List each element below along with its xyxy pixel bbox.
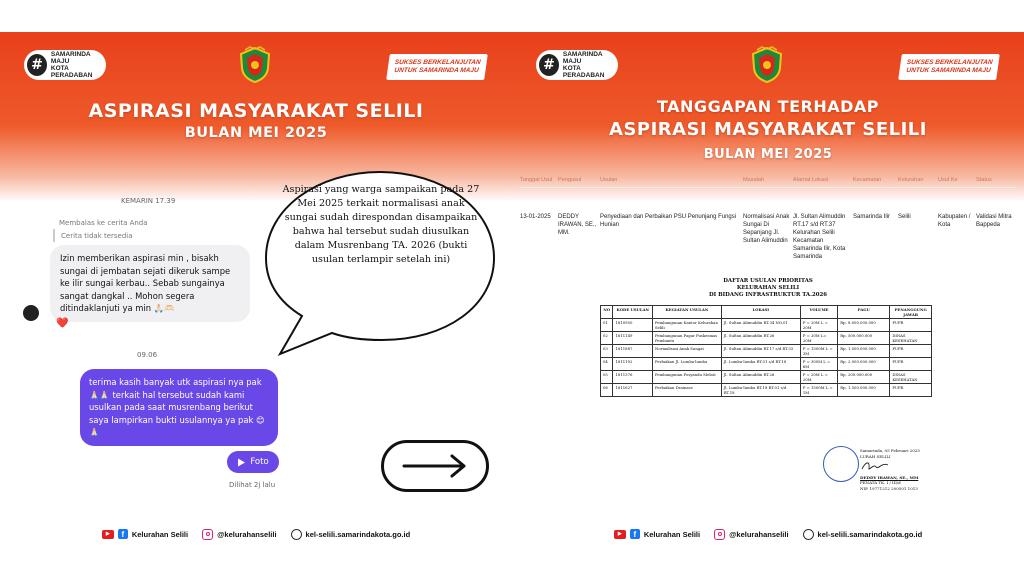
footer-web-label: kel-selili.samarindakota.go.id (817, 529, 923, 539)
arrow-right-icon (400, 454, 470, 478)
th-kecamatan: Kecamatan (853, 177, 882, 183)
play-icon (237, 458, 246, 467)
slogan-line2: UNTUK SAMARINDA MAJU (393, 67, 480, 74)
sign-name: DEDDY IRAWAN, SE., MM (860, 474, 919, 480)
right-title-3: BULAN MEI 2025 (703, 147, 833, 162)
footer-web-label: kel-selili.samarindakota.go.id (305, 529, 411, 539)
slogan-badge (386, 54, 488, 80)
slogan-line1: SUKSES BERKELANJUTAN (906, 59, 994, 66)
table-row: 13-01-2025 DEDDY IRAWAN, SE., MM. Penyediaan dan Perbaikan PSU Penunjang Fungsi Hunian Normalisasi Anak Sungai Di Sepanjang Jl. Sultan Alimuddin Jl. Sultan Alimuddin RT.17 s/d RT.37 Kelurahan Selili Kecamatan Samarinda Ilir, Kota Samarinda Samarinda Ilir Selili Kabupaten / Kota Validasi Mitra Bappeda (520, 214, 1012, 260)
speech-bubble-text: Aspirasi yang warga sampaikan pada 27 Mei 2025 terkait normalisasi anak sungai sudah direspondan disampaikan bahwa hal tersebut sudah diusulkan dalam Musrenbang TA. 2026 (bukti usulan terlampir setelah ini) (282, 184, 480, 265)
slogan-line1: SUKSES BERKELANJUTAN (394, 59, 482, 66)
story-unavailable-label: Cerita tidak tersedia (61, 232, 133, 240)
chat-time-yesterday: KEMARIN 17.39 (121, 197, 176, 205)
right-footer (512, 524, 1024, 544)
outgoing-message-bubble: terima kasih banyak utk aspirasi nya pak 🙏🏻🙏🏻 terkait hal tersebut sudah kami usulkan pada saat musrenbang berikut saya lampirkan bukti usulannya ya pak 😊🙏🏻 (80, 369, 278, 446)
samarinda-maju-badge (24, 50, 106, 80)
table-row: 05 1811376 Pembangunan Posyandu Melati Jl. Sultan Alimuddin RT.26 P = 20M L = 20M Rp. 200.000.000 DINAS KESEHATAN (601, 371, 932, 384)
priority-document (600, 278, 936, 500)
chat-time-today: 09.06 (137, 351, 158, 359)
heart-reaction: ❤️ (56, 318, 69, 329)
table-row: 02 1811149 Pembangunan Pagar Puskesmas Pembantu Jl. Sultan Alimuddin RT.26 P = 20M L= 20M Rp. 500.000.000 DINAS KESEHATAN (601, 332, 932, 345)
globe-icon (291, 529, 302, 540)
instagram-icon (714, 529, 725, 540)
left-footer (0, 524, 512, 544)
priority-table: NO KODE USULAN KEGIATAN USULAN LOKASI VOLUME PAGU PENANGGUNG JAWAB 01 1810950 Pembangunan Kantor Kelurahan Selili Jl. Sultan Alimuddin RT.34 NO.01 P = 20M L = 20M Rp. 8.000.000.000 PUPR 02 1811149 Pembangunan Pagar Puskesmas Pembantu Jl. Sultan Alimuddin RT.26 P = 20M L= 20M Rp. 500.000.000 DINAS KESEHATAN 03 1811887 Normalisasi Anak Sungai Jl. Sultan Alimuddin RT.17 s/d RT.33 P = 1500M L = 3M Rp. 1.000.000.000 PUPR 04 1811192 Perbaikan Jl. Lumba-lumba Jl. Lumba-lumba RT.01 s/d RT.18 P = 300M L = 6M Rp. 2.000.000.000 PUPR 05 1811376 Pembangunan Posyandu Melati Jl. Sultan Alimuddin RT.26 P = 20M L = 20M Rp. 200.000.000 DINAS KESEHATAN 06 1811627 Perbaikan Drainase Jl. Lumba-lumba RT.18 RT.01 s/d RT.18 P = 1500M L = 1M Rp. 1.500.000.000 PUPR (600, 305, 932, 397)
th-alamat: Alamat Lokasi (793, 177, 829, 183)
samarinda-maju-badge (536, 50, 618, 80)
footer-instagram-label: @kelurahanselili (217, 529, 277, 539)
table-row: 01 1810950 Pembangunan Kantor Kelurahan Selili Jl. Sultan Alimuddin RT.34 NO.01 P = 20M L = 20M Rp. 8.000.000.000 PUPR (601, 319, 932, 332)
th-tanggal: Tanggal Usul (520, 177, 553, 183)
right-title-1: TANGGAPAN TERHADAP (656, 97, 880, 116)
doc-title-3: DI BIDANG INFRASTRUKTUR TA.2026 (709, 292, 827, 298)
th-pengusul: Pengusul (558, 177, 582, 183)
facebook-icon: f (118, 529, 128, 539)
globe-icon (803, 529, 814, 540)
facebook-icon: f (630, 529, 640, 539)
th-masalah: Masalah (743, 177, 765, 183)
badge-line1: SAMARINDA MAJU (562, 51, 603, 65)
left-subtitle: BULAN MEI 2025 (184, 125, 328, 141)
sign-nip: NIP. 19771212 200501 1013 (860, 485, 918, 491)
doc-title-1: DAFTAR USULAN PRIORITAS (723, 278, 813, 284)
th-usul-ke: Usul Ke (938, 177, 958, 183)
reply-label: Membalas ke cerita Anda (59, 219, 148, 227)
doc-title-2: KELURAHAN SELILI (736, 285, 800, 291)
footer-instagram-label: @kelurahanselili (729, 529, 789, 539)
hashtag-icon: # (539, 54, 559, 76)
youtube-icon: ▶ (102, 530, 114, 539)
th-usulan: Usulan (600, 177, 618, 183)
slogan-line2: UNTUK SAMARINDA MAJU (905, 67, 992, 74)
next-arrow-button[interactable] (381, 440, 489, 492)
sign-rank: PENATA TK. I / III/d (860, 480, 901, 485)
signature-block (860, 448, 940, 491)
badge-line2: KOTA PERADABAN (50, 65, 93, 79)
seen-label: Dilihat 2j lalu (229, 481, 276, 489)
badge-line1: SAMARINDA MAJU (50, 51, 91, 65)
photo-attachment-button[interactable] (227, 451, 279, 473)
usulan-table (520, 177, 1016, 261)
photo-label: Foto (250, 457, 269, 467)
avatar[interactable] (23, 305, 39, 321)
incoming-message-bubble: Izin memberikan aspirasi min , bisakh sungai di jembatan sejati dikeruk sampe ke ilir sungai kerbau.. Sebab sungainya sangat dangkal .. Mohon segera ditindaklanjuti ya min 🙏🏻🫶🏻 (50, 245, 250, 322)
youtube-icon: ▶ (614, 530, 626, 539)
official-stamp-icon (823, 446, 859, 482)
table-row: 04 1811192 Perbaikan Jl. Lumba-lumba Jl. Lumba-lumba RT.01 s/d RT.18 P = 300M L = 6M Rp. 2.000.000.000 PUPR (601, 358, 932, 371)
right-title-2: ASPIRASI MASYARAKAT SELILI (609, 119, 927, 140)
hashtag-icon: # (27, 54, 47, 76)
footer-facebook-label: Kelurahan Selili (643, 529, 701, 539)
right-panel (512, 0, 1024, 576)
instagram-icon (202, 529, 213, 540)
table-row: 06 1811627 Perbaikan Drainase Jl. Lumba-lumba RT.18 RT.01 s/d RT.18 P = 1500M L = 1M Rp. 1.500.000.000 PUPR (601, 384, 932, 397)
samarinda-emblem-icon (749, 46, 785, 84)
left-title: ASPIRASI MASYARAKAT SELILI (88, 100, 424, 122)
th-kelurahan: Kelurahan (898, 177, 924, 183)
th-status: Status (976, 177, 992, 183)
reply-bar (53, 229, 55, 242)
sign-place-date: Samarinda, 05 Februari 2025 (860, 448, 920, 453)
badge-line2: KOTA PERADABAN (562, 65, 605, 79)
handwritten-signature-icon (860, 459, 890, 473)
footer-facebook-label: Kelurahan Selili (131, 529, 189, 539)
slogan-badge (898, 54, 1000, 80)
samarinda-emblem-icon (237, 46, 273, 84)
usulan-table-header (520, 177, 1016, 188)
sign-role: LURAH SELILI (860, 453, 891, 459)
table-row: 03 1811887 Normalisasi Anak Sungai Jl. Sultan Alimuddin RT.17 s/d RT.33 P = 1500M L = 3M Rp. 1.000.000.000 PUPR (601, 345, 932, 358)
